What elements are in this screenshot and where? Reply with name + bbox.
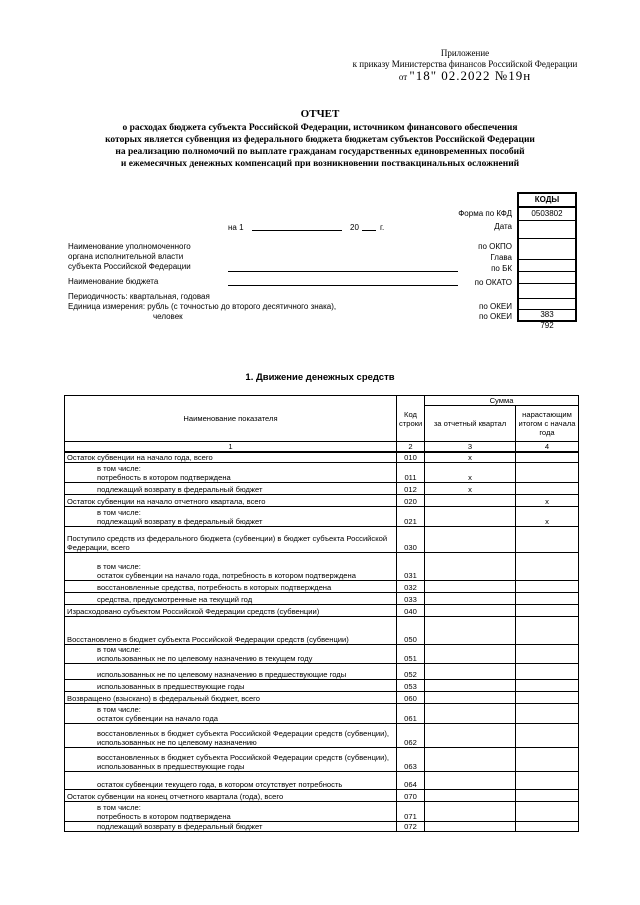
row-code: 051 <box>397 645 425 664</box>
report-title-line: и ежемесячных денежных компенсаций при возникновении поствакцинальных осложнений <box>120 159 520 169</box>
table-row <box>65 645 579 664</box>
row-code: 031 <box>397 553 425 581</box>
row-cumulative-value <box>516 664 579 680</box>
row-quarter-value <box>425 617 516 645</box>
row-quarter-value <box>425 748 516 772</box>
header-cumulative: нарастающим итогом с начала года <box>516 406 579 442</box>
okei2-label: по ОКЕИ <box>479 312 512 321</box>
okei1-code-value: 383 <box>519 310 575 321</box>
row-name: Остаток субвенции на начало отчетного квартала, всего <box>65 495 397 507</box>
row-cumulative-value <box>516 790 579 802</box>
table-row <box>65 724 579 748</box>
row-cumulative-value <box>516 553 579 581</box>
row-name: использованных в предшествующие годы <box>65 680 397 692</box>
table-row <box>65 748 579 772</box>
row-name: подлежащий возврату в федеральный бюджет <box>65 483 397 495</box>
row-quarter-value <box>425 724 516 748</box>
row-name: Поступило средств из федерального бюджета (субвенции) в бюджет субъекта Российской Федерации, всего <box>65 527 397 553</box>
unit-label: Единица измерения: рубль (с точностью до второго десятичного знака), <box>68 302 337 311</box>
form-code-value: 0503802 <box>519 208 575 221</box>
row-cumulative-value <box>516 593 579 605</box>
row-quarter-value <box>425 581 516 593</box>
row-cumulative-value <box>516 617 579 645</box>
codes-box <box>517 192 577 330</box>
row-code: 021 <box>397 507 425 527</box>
row-quarter-value: x <box>425 483 516 495</box>
okei1-label: по ОКЕИ <box>479 302 512 311</box>
table-row <box>65 617 579 645</box>
row-cumulative-value <box>516 680 579 692</box>
row-cumulative-value: x <box>516 495 579 507</box>
row-code: 061 <box>397 704 425 724</box>
table-row <box>65 790 579 802</box>
unit-people-label: человек <box>153 312 183 321</box>
appendix-date <box>340 70 590 83</box>
row-code: 070 <box>397 790 425 802</box>
row-code: 060 <box>397 692 425 704</box>
table-row <box>65 507 579 527</box>
blank-code-value <box>519 299 575 310</box>
row-name: Остаток субвенции на начало года, всего <box>65 452 397 463</box>
row-quarter-value <box>425 822 516 832</box>
row-cumulative-value <box>516 581 579 593</box>
row-name: восстановленных в бюджет субъекта Российской Федерации средств (субвенции), использованных не по целевому назначению <box>65 724 397 748</box>
row-cumulative-value <box>516 724 579 748</box>
cash-flow-table <box>64 395 579 832</box>
header-indicator: Наименование показателя <box>65 396 397 442</box>
row-name: использованных не по целевому назначению в предшествующие годы <box>65 664 397 680</box>
report-title-line: которых является субвенция из федерального бюджета бюджетам субъектов Российской Федерации <box>105 135 535 145</box>
table-row <box>65 822 579 832</box>
table-row <box>65 680 579 692</box>
row-quarter-value <box>425 680 516 692</box>
appendix-block <box>340 48 590 83</box>
table-row <box>65 593 579 605</box>
row-quarter-value <box>425 790 516 802</box>
okpo-code-value <box>519 239 575 260</box>
row-quarter-value <box>425 664 516 680</box>
okei2-code-value: 792 <box>540 321 554 330</box>
row-quarter-value <box>425 692 516 704</box>
row-name: в том числе: потребность в котором подтверждена <box>65 802 397 822</box>
row-name: Израсходовано субъектом Российской Федерации средств (субвенции) <box>65 605 397 617</box>
header-num-1: 1 <box>65 442 397 453</box>
row-code: 011 <box>397 463 425 483</box>
period-year-suffix: г. <box>380 223 385 232</box>
row-code: 012 <box>397 483 425 495</box>
date-code-value <box>519 221 575 239</box>
bk-label: по БК <box>491 264 512 273</box>
row-code: 063 <box>397 748 425 772</box>
okpo-label: по ОКПО <box>478 242 512 251</box>
row-code: 030 <box>397 527 425 553</box>
report-title <box>60 108 580 170</box>
auth-body-line <box>228 271 458 272</box>
table-row <box>65 704 579 724</box>
row-code: 010 <box>397 452 425 463</box>
table-row <box>65 483 579 495</box>
table-row <box>65 692 579 704</box>
table-row <box>65 664 579 680</box>
period-on-label: на 1 <box>228 223 244 232</box>
okato-code-value <box>519 284 575 299</box>
row-name: остаток субвенции текущего года, в котором отсутствует потребность <box>65 772 397 790</box>
auth-body-label: Наименование уполномоченного органа исполнительной власти субъекта Российской Федерации <box>68 242 191 271</box>
row-name: в том числе: остаток субвенции на начало года <box>65 704 397 724</box>
row-cumulative-value <box>516 483 579 495</box>
row-code: 050 <box>397 617 425 645</box>
report-title-line: о расходах бюджета субъекта Российской Федерации, источником финансового обеспечения <box>122 123 518 133</box>
row-code: 032 <box>397 581 425 593</box>
row-cumulative-value <box>516 802 579 822</box>
table-row <box>65 553 579 581</box>
header-num-2: 2 <box>397 442 425 453</box>
row-code: 064 <box>397 772 425 790</box>
table-row <box>65 463 579 483</box>
date-label: Дата <box>494 222 512 231</box>
row-code: 072 <box>397 822 425 832</box>
row-code: 062 <box>397 724 425 748</box>
row-quarter-value <box>425 605 516 617</box>
row-cumulative-value <box>516 527 579 553</box>
okato-label: по ОКАТО <box>474 278 512 287</box>
budget-name-line <box>228 285 458 286</box>
row-cumulative-value <box>516 704 579 724</box>
table-row <box>65 772 579 790</box>
header-sum: Сумма <box>425 396 579 406</box>
row-name: Возвращено (взыскано) в федеральный бюджет, всего <box>65 692 397 704</box>
appendix-order: к приказу Министерства финансов Российской Федерации <box>352 59 578 69</box>
row-quarter-value <box>425 772 516 790</box>
row-name: Восстановлено в бюджет субъекта Российской Федерации средств (субвенции) <box>65 617 397 645</box>
form-code-label: Форма по КФД <box>458 209 512 218</box>
table-row <box>65 605 579 617</box>
header-num-4: 4 <box>516 442 579 453</box>
row-name: восстановленные средства, потребность в которых подтверждена <box>65 581 397 593</box>
row-name: в том числе: подлежащий возврату в федеральный бюджет <box>65 507 397 527</box>
bk-code-value <box>519 272 575 284</box>
codes-header: КОДЫ <box>519 194 575 208</box>
row-quarter-value: x <box>425 463 516 483</box>
row-code: 052 <box>397 664 425 680</box>
row-code: 040 <box>397 605 425 617</box>
row-name: восстановленных в бюджет субъекта Российской Федерации средств (субвенции), использованных в предшествующие годы <box>65 748 397 772</box>
row-name: в том числе: остаток субвенции на начало года, потребность в котором подтверждена <box>65 553 397 581</box>
header-code: Код строки <box>397 396 425 442</box>
period-day-line <box>252 230 342 231</box>
row-code: 071 <box>397 802 425 822</box>
row-quarter-value <box>425 507 516 527</box>
row-quarter-value <box>425 527 516 553</box>
row-name: средства, предусмотренные на текущий год <box>65 593 397 605</box>
row-cumulative-value <box>516 692 579 704</box>
periodicity-label: Периодичность: квартальная, годовая <box>68 292 210 301</box>
appendix-title: Приложение <box>440 48 490 58</box>
row-quarter-value <box>425 553 516 581</box>
appendix-date-value: "18" 02.2022 №19н <box>409 68 532 83</box>
row-quarter-value <box>425 495 516 507</box>
table-row <box>65 802 579 822</box>
row-cumulative-value: x <box>516 507 579 527</box>
header-quarter: за отчетный квартал <box>425 406 516 442</box>
row-cumulative-value <box>516 452 579 463</box>
period-year-label: 20 <box>350 223 359 232</box>
row-cumulative-value <box>516 822 579 832</box>
row-cumulative-value <box>516 748 579 772</box>
row-quarter-value: x <box>425 452 516 463</box>
row-cumulative-value <box>516 645 579 664</box>
row-quarter-value <box>425 593 516 605</box>
row-name: Остаток субвенции на конец отчетного квартала (года), всего <box>65 790 397 802</box>
section-title: 1. Движение денежных средств <box>245 372 395 383</box>
report-title-line: на реализацию полномочий по выплате гражданам государственных единовременных пособий <box>115 147 525 157</box>
head-code-value <box>519 260 575 272</box>
row-cumulative-value <box>516 605 579 617</box>
row-name: в том числе: использованных не по целевому назначению в текущем году <box>65 645 397 664</box>
row-quarter-value <box>425 645 516 664</box>
row-name: в том числе: потребность в котором подтверждена <box>65 463 397 483</box>
appendix-date-prefix: от <box>398 72 408 82</box>
table-row <box>65 452 579 463</box>
row-name: подлежащий возврату в федеральный бюджет <box>65 822 397 832</box>
row-code: 020 <box>397 495 425 507</box>
table-row <box>65 495 579 507</box>
header-num-3: 3 <box>425 442 516 453</box>
head-label: Глава <box>490 253 512 262</box>
table-body <box>65 452 579 832</box>
table-row <box>65 527 579 553</box>
row-code: 053 <box>397 680 425 692</box>
row-code: 033 <box>397 593 425 605</box>
report-heading: ОТЧЕТ <box>300 108 340 120</box>
row-cumulative-value <box>516 772 579 790</box>
row-quarter-value <box>425 704 516 724</box>
period-year-line <box>362 230 376 231</box>
table-row <box>65 581 579 593</box>
row-cumulative-value <box>516 463 579 483</box>
row-quarter-value <box>425 802 516 822</box>
budget-name-label: Наименование бюджета <box>68 277 159 286</box>
